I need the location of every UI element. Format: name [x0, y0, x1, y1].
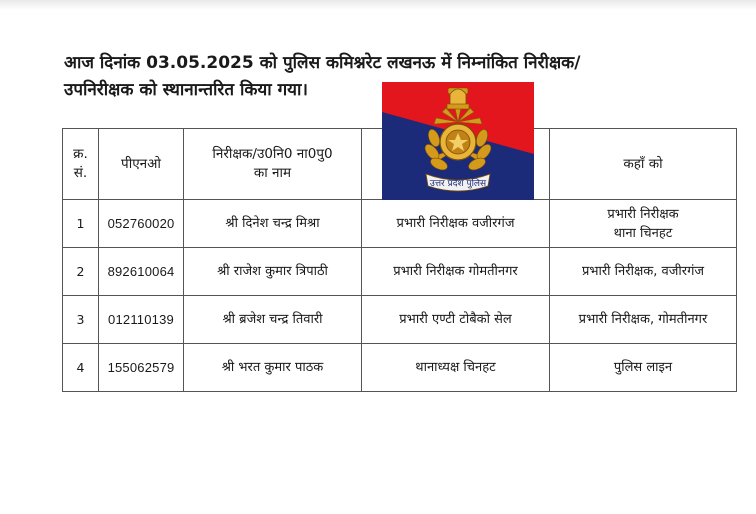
row-from: प्रभारी एण्टी टोबैको सेल	[362, 296, 550, 344]
page-top-edge	[0, 0, 756, 10]
header-name-line-2: का नाम	[253, 165, 292, 181]
row-pno: 155062579	[99, 344, 184, 392]
header-name-line-1: निरीक्षक/उ0नि0 ना0पु0	[212, 146, 333, 162]
header-serial-line-1: क्र.	[73, 146, 88, 162]
row-name: श्री राजेश कुमार त्रिपाठी	[184, 248, 362, 296]
row-pno: 892610064	[99, 248, 184, 296]
intro-line-2: उपनिरीक्षक को स्थानान्तरित किया गया।	[64, 80, 308, 100]
row-to-line-2: थाना चिनहट	[613, 225, 673, 241]
table-row	[63, 344, 737, 392]
table-row	[63, 296, 737, 344]
row-serial: 3	[63, 296, 99, 344]
row-pno: 052760020	[99, 200, 184, 248]
row-serial: 1	[63, 200, 99, 248]
row-pno: 012110139	[99, 296, 184, 344]
row-to-line-1: प्रभारी निरीक्षक	[607, 206, 679, 222]
row-name: श्री दिनेश चन्द्र मिश्रा	[184, 200, 362, 248]
emblem-text: उत्तर प्रदेश पुलिस	[429, 179, 487, 189]
row-name: श्री ब्रजेश चन्द्र तिवारी	[184, 296, 362, 344]
row-from: प्रभारी निरीक्षक गोमतीनगर	[362, 248, 550, 296]
table-row	[63, 248, 737, 296]
table-row	[63, 200, 737, 248]
row-to: पुलिस लाइन	[550, 344, 737, 392]
header-serial	[63, 129, 99, 200]
intro-line-1: आज दिनांक 03.05.2025 को पुलिस कमिश्नरेट लखनऊ में निम्नांकित निरीक्षक/	[64, 53, 581, 73]
row-from: थानाध्यक्ष चिनहट	[362, 344, 550, 392]
row-to	[550, 200, 737, 248]
row-name: श्री भरत कुमार पाठक	[184, 344, 362, 392]
up-police-emblem-icon	[382, 82, 534, 200]
row-serial: 2	[63, 248, 99, 296]
row-to: प्रभारी निरीक्षक, गोमतीनगर	[550, 296, 737, 344]
header-to: कहाँ को	[550, 129, 737, 200]
row-to: प्रभारी निरीक्षक, वजीरगंज	[550, 248, 737, 296]
row-serial: 4	[63, 344, 99, 392]
row-from: प्रभारी निरीक्षक वजीरगंज	[362, 200, 550, 248]
header-pno: पीएनओ	[99, 129, 184, 200]
header-serial-line-2: सं.	[73, 165, 88, 181]
header-name	[184, 129, 362, 200]
